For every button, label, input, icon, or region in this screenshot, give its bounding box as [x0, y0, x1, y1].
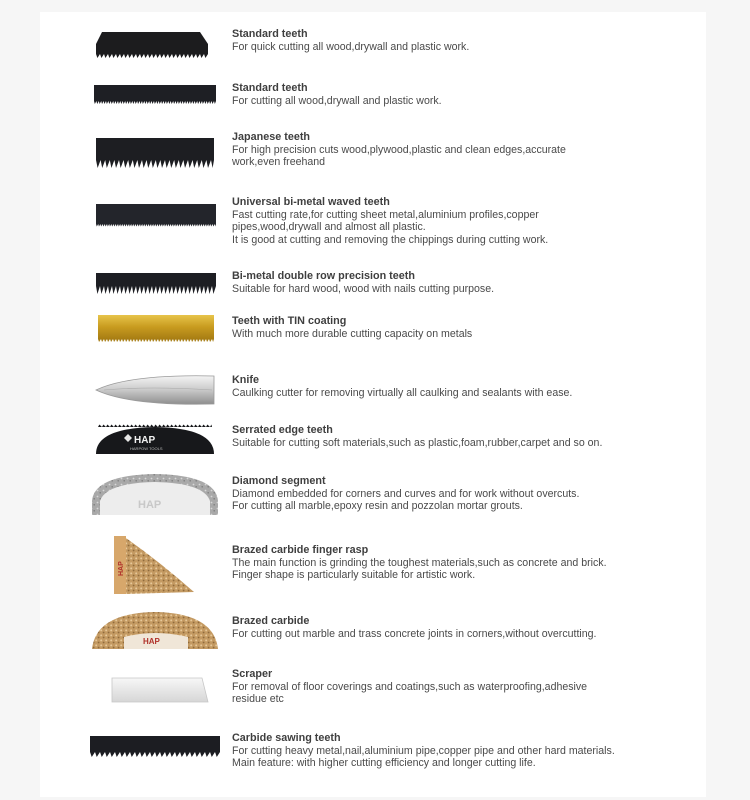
- item-description: The main function is grinding the toughest materials,such as concrete and brick.: [232, 556, 607, 569]
- item-text: [232, 315, 672, 340]
- brazed-carbide-segment-icon: [90, 609, 220, 649]
- tin-coated-blade-icon: [90, 315, 220, 345]
- item-text: [232, 732, 672, 770]
- item-description: Suitable for hard wood, wood with nails cutting purpose.: [232, 282, 495, 295]
- item-title: Diamond segment: [232, 475, 326, 487]
- item-description: Caulking cutter for removing virtually all caulking and sealants with ease.: [232, 386, 573, 399]
- item-title: Universal bi-metal waved teeth: [232, 196, 390, 208]
- item-title: Scraper: [232, 668, 273, 680]
- item-text: [232, 424, 672, 449]
- item-title: Carbide sawing teeth: [232, 732, 341, 744]
- item-title: Standard teeth: [232, 28, 308, 40]
- knife-blade-icon: [90, 372, 220, 408]
- item-text: [232, 82, 672, 107]
- logo-text: HAP: [138, 499, 162, 511]
- carbide-sawing-teeth-blade-icon: [90, 734, 220, 762]
- logo-subtext: HARPOW TOOLS: [130, 446, 163, 451]
- item-description: For cutting all wood,drywall and plastic work.: [232, 94, 442, 107]
- blade-teeth: [98, 339, 214, 342]
- item-description: For cutting all marble,epoxy resin and pozzolan mortar grouts.: [232, 500, 523, 513]
- logo-text: HAP: [143, 637, 160, 646]
- blade-teeth: [94, 101, 216, 104]
- item-title: Teeth with TIN coating: [232, 315, 347, 327]
- double-row-teeth-blade-icon: [90, 272, 220, 296]
- item-description: For high precision cuts wood,plywood,plastic and clean edges,accurate: [232, 143, 566, 156]
- blade-teeth: [96, 160, 214, 168]
- item-description: It is good at cutting and removing the chippings during cutting work.: [232, 233, 549, 246]
- item-title: Brazed carbide finger rasp: [232, 544, 369, 556]
- item-description: For quick cutting all wood,drywall and plastic work.: [232, 40, 470, 53]
- item-text: [232, 270, 672, 295]
- item-title: Serrated edge teeth: [232, 424, 333, 436]
- item-description: work,even freehand: [232, 156, 326, 169]
- carbide-finger-rasp-icon: [90, 532, 220, 598]
- logo-text: HAP: [134, 435, 156, 446]
- waved-teeth-blade-icon: [90, 202, 220, 230]
- item-text: [232, 28, 672, 53]
- item-description: Fast cutting rate,for cutting sheet metal,aluminium profiles,copper: [232, 208, 539, 221]
- blade-teeth: [98, 425, 212, 428]
- item-description: pipes,wood,drywall and almost all plastic.: [232, 221, 426, 234]
- item-text: [232, 668, 672, 706]
- item-text: [232, 374, 672, 399]
- japanese-teeth-blade-icon: [90, 137, 220, 169]
- item-description: Main feature: with higher cutting efficiency and longer cutting life.: [232, 757, 536, 770]
- item-text: [232, 475, 672, 513]
- item-description: Diamond embedded for corners and curves and for work without overcuts.: [232, 487, 580, 500]
- item-title: Knife: [232, 374, 259, 386]
- item-title: Bi-metal double row precision teeth: [232, 270, 415, 282]
- item-text: [232, 544, 672, 582]
- standard-teeth-blade-icon: [90, 30, 220, 58]
- item-description: With much more durable cutting capacity on metals: [232, 327, 473, 340]
- item-title: Japanese teeth: [232, 131, 311, 143]
- diamond-segment-blade-icon: [90, 471, 220, 517]
- scraper-blade-icon: [90, 674, 220, 706]
- blade-teeth: [96, 286, 216, 294]
- fine-standard-teeth-blade-icon: [90, 84, 220, 106]
- serrated-segment-blade-icon: [90, 424, 220, 454]
- logo-text: HAP: [118, 561, 125, 576]
- item-description: For cutting heavy metal,nail,aluminium pipe,copper pipe and other hard materials.: [232, 744, 615, 757]
- item-description: Finger shape is particularly suitable for artistic work.: [232, 569, 476, 582]
- item-description: Suitable for cutting soft materials,such as plastic,foam,rubber,carpet and so on.: [232, 436, 603, 449]
- blade-teeth: [96, 224, 216, 227]
- item-title: Standard teeth: [232, 82, 308, 94]
- item-description: For cutting out marble and trass concrete joints in corners,without overcutting.: [232, 627, 597, 640]
- blade-teeth: [90, 752, 220, 757]
- item-text: [232, 196, 672, 246]
- item-description: For removal of floor coverings and coatings,such as waterproofing,adhesive: [232, 680, 588, 693]
- item-title: Brazed carbide: [232, 615, 310, 627]
- item-description: residue etc: [232, 693, 284, 706]
- blade-teeth: [96, 54, 208, 58]
- item-text: [232, 615, 672, 640]
- item-text: [232, 131, 672, 169]
- product-panel: [40, 12, 706, 797]
